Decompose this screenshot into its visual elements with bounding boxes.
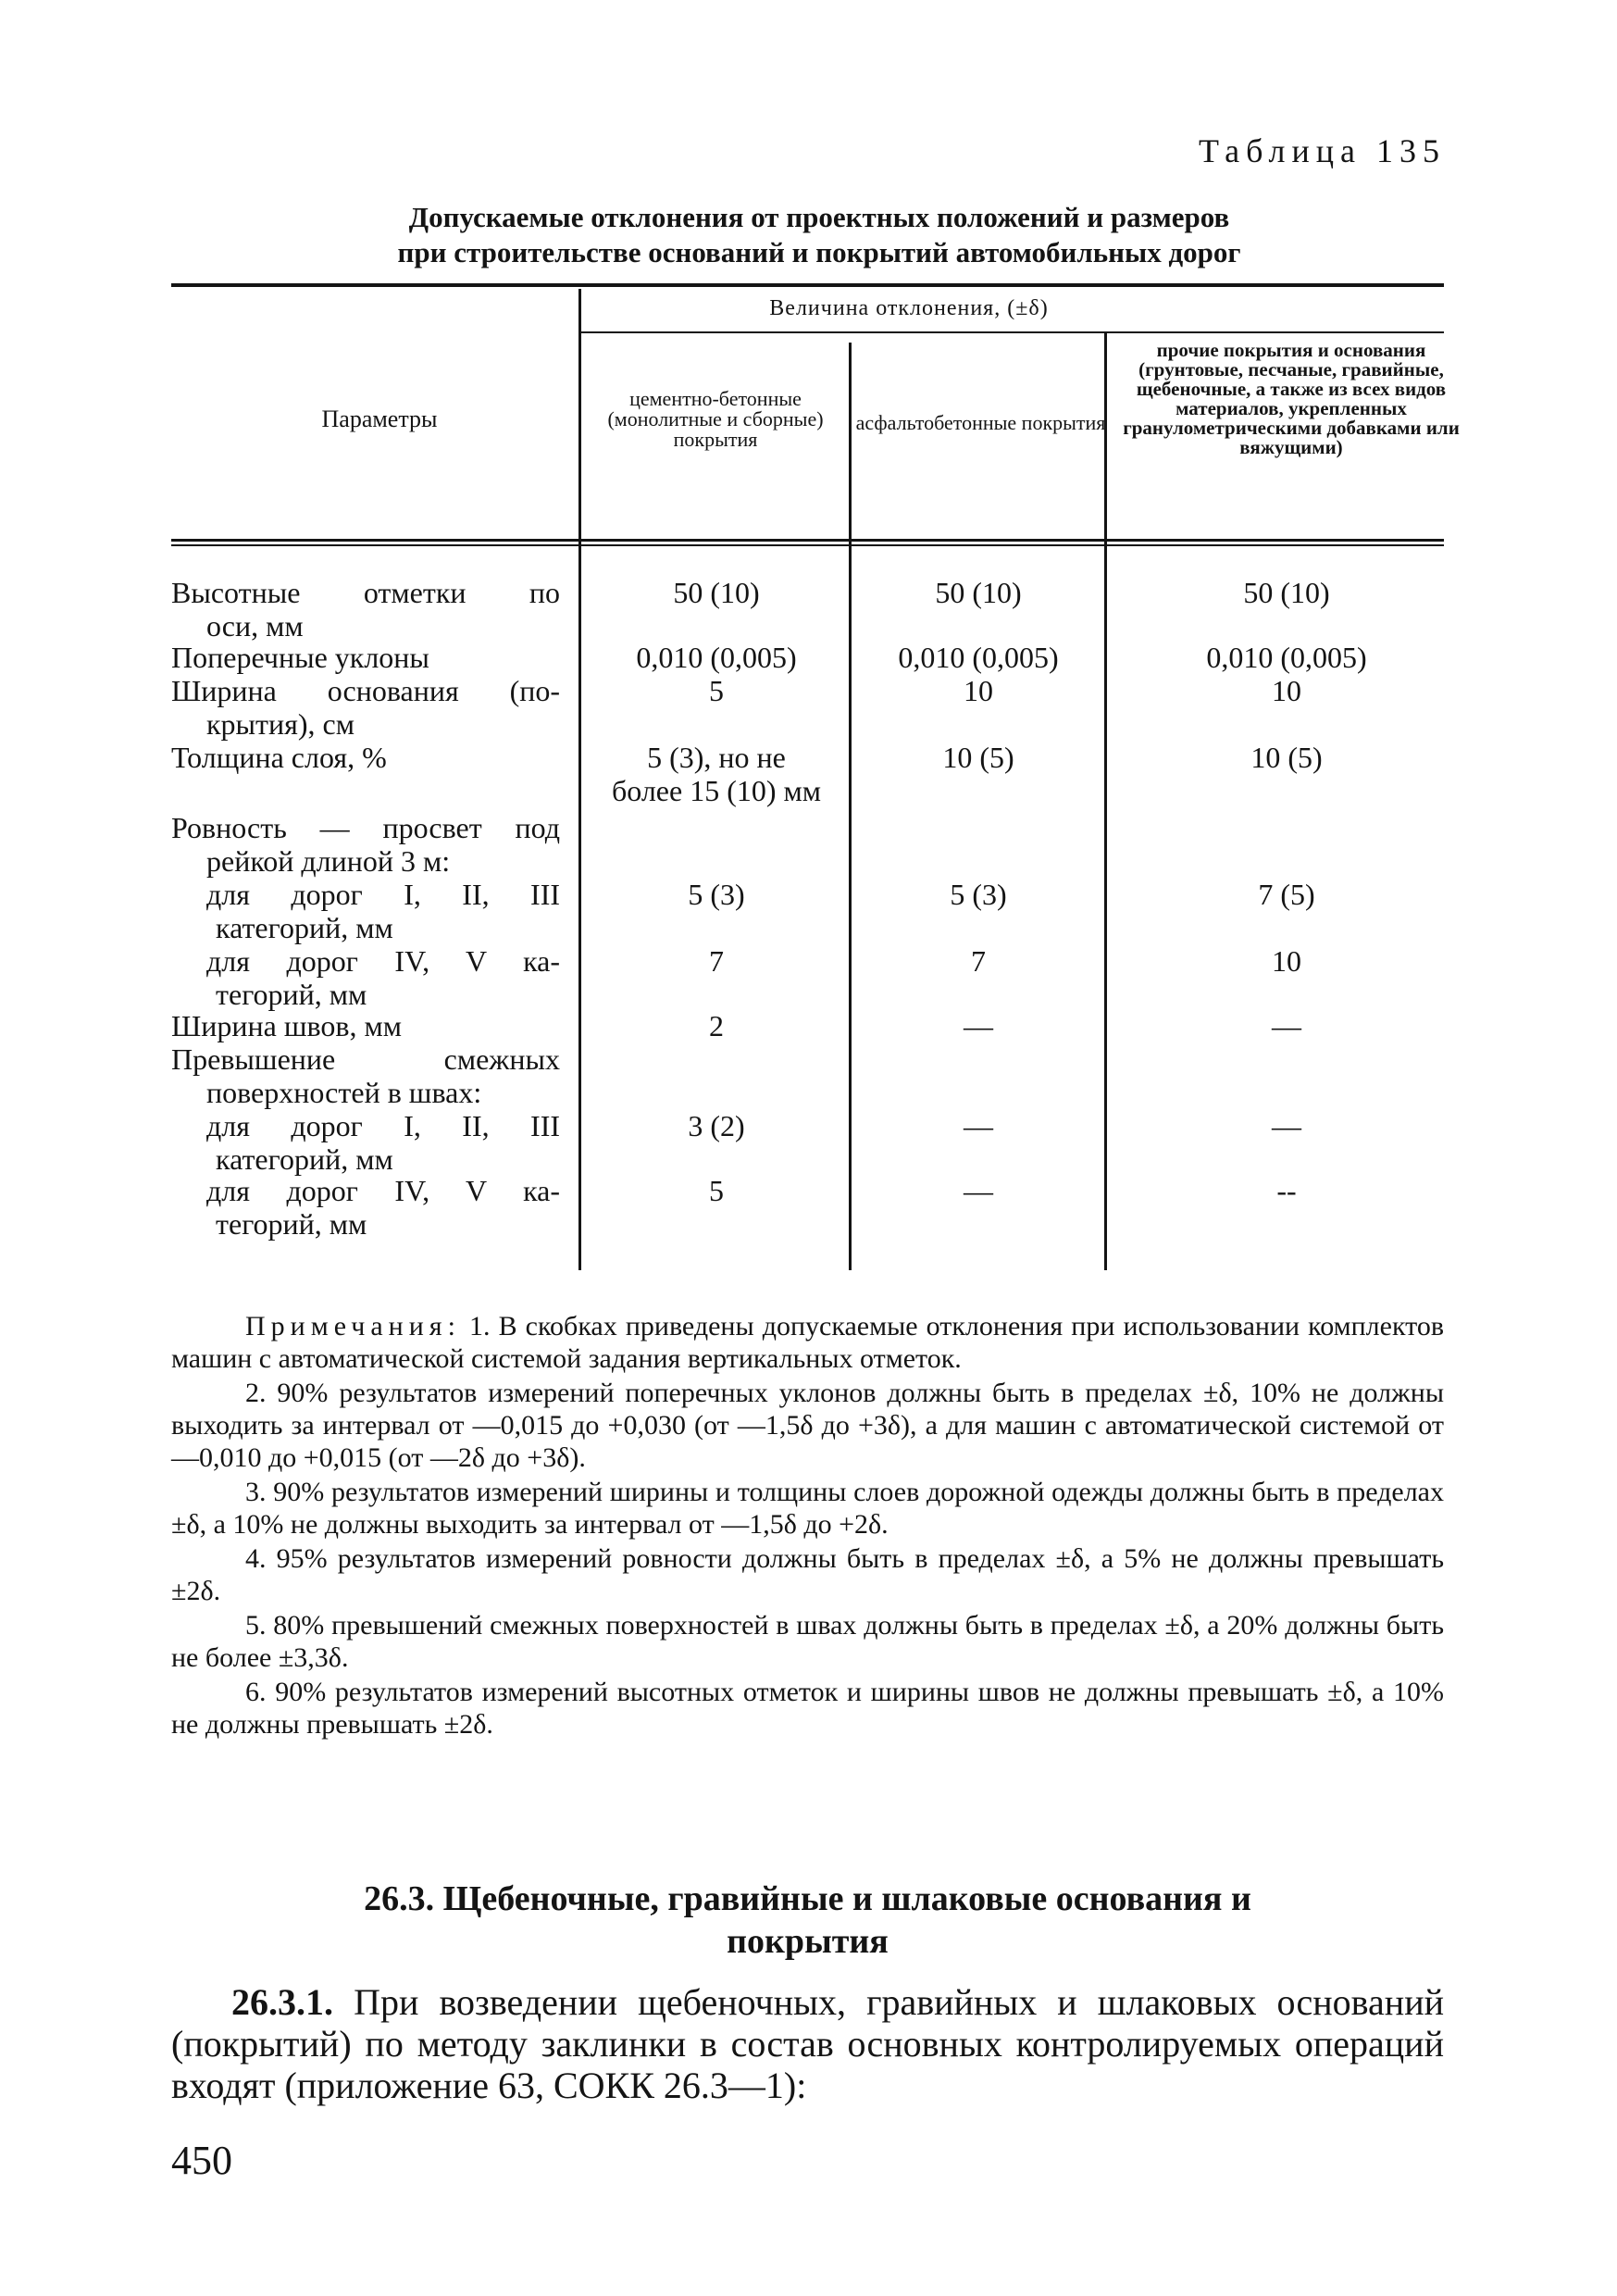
cell-col1: 50 (10): [673, 576, 760, 609]
param-line: Высотные отметки по: [171, 576, 560, 609]
note-1-text: 1. В скобках приведены допускаемые отклонения при использовании комплектов машин с автоматической системой задания вертикальных отметок.: [171, 1311, 1445, 1374]
param-line: Поперечные уклоны: [171, 641, 429, 674]
cell-col1: [587, 741, 846, 807]
row-param: [171, 1042, 560, 1109]
cell-col2: —: [964, 1174, 993, 1207]
param-line: для дорог I, II, III: [206, 1109, 560, 1142]
row-param: [171, 811, 560, 878]
cell-col2: —: [964, 1009, 993, 1042]
param-line: для дорог I, II, III: [206, 878, 560, 911]
paragraph-text: При возведении щебеночных, гравийных и шлаковых оснований (покрытий) по методу заклинки в состав основных контролируемых операций входят (приложение 63, СОКК 26.3—1):: [171, 1981, 1445, 2106]
cell-col2: —: [964, 1109, 993, 1142]
cell-col1: 5: [709, 674, 724, 707]
header-parameters: Параметры: [321, 406, 438, 432]
param-line: категорий, мм: [216, 911, 393, 944]
row-param: [171, 878, 560, 944]
cell-col3: 10 (5): [1250, 741, 1323, 774]
header-deviation: Величина отклонения, (±δ): [769, 296, 1049, 320]
param-line: Ровность — просвет под: [171, 811, 560, 844]
cell-col2: 7: [971, 944, 986, 978]
cell-col1-line2: более 15 (10) мм: [611, 774, 822, 807]
cell-col1: 5: [709, 1174, 724, 1207]
cell-col1: 5 (3): [688, 878, 745, 911]
table-caption-line2: при строительстве оснований и покрытий автомобильных дорог: [397, 236, 1241, 268]
cell-col2: 0,010 (0,005): [898, 641, 1059, 674]
row-param: [171, 674, 560, 741]
cell-col1: 3 (2): [688, 1109, 745, 1142]
table-notes: [171, 1310, 1444, 1742]
table-caption-line1: Допускаемые отклонения от проектных положений и размеров: [408, 201, 1230, 233]
column-divider-3: [1104, 333, 1107, 1270]
param-line: Ширина швов, мм: [171, 1009, 402, 1042]
section-heading-line1: 26.3. Щебеночные, гравийные и шлаковые основания и: [364, 1879, 1251, 1918]
row-param: [171, 1174, 560, 1241]
param-line: Ширина основания (по-: [171, 674, 560, 707]
cell-col2: 50 (10): [935, 576, 1022, 609]
header-bottom-rule: [171, 539, 1444, 542]
page-number: 450: [171, 2138, 232, 2183]
body-paragraph: [171, 1981, 1444, 2106]
cell-col2: 10: [964, 674, 993, 707]
header-col2: асфальтобетонные покрытия: [855, 411, 1106, 434]
param-line: рейкой длиной 3 м:: [206, 844, 451, 878]
param-line: тегорий, мм: [216, 1207, 367, 1241]
table-top-rule: [171, 283, 1444, 287]
note-4: 4. 95% результатов измерений ровности должны быть в пределах ±δ, а 5% не должны превышать ±2δ.: [171, 1543, 1444, 1606]
row-param: [171, 1009, 560, 1042]
cell-col3: —: [1272, 1109, 1301, 1142]
param-line: оси, мм: [206, 609, 304, 643]
header-bottom-rule-2: [171, 544, 1444, 546]
cell-col3: 50 (10): [1243, 576, 1330, 609]
cell-col1: 7: [709, 944, 724, 978]
paragraph-number: 26.3.1.: [231, 1981, 333, 2023]
column-divider-2: [849, 343, 852, 1270]
row-param: [171, 576, 560, 643]
param-line: для дорог IV, V ка-: [206, 1174, 560, 1207]
param-line: категорий, мм: [216, 1142, 393, 1176]
cell-col1: 0,010 (0,005): [636, 641, 797, 674]
param-line: Превышение смежных: [171, 1042, 560, 1076]
cell-col2: 10 (5): [942, 741, 1014, 774]
section-heading: [250, 1878, 1365, 1963]
table-caption: [296, 200, 1342, 270]
notes-lead: Примечания:: [245, 1311, 461, 1341]
note-3: 3. 90% результатов измерений ширины и толщины слоев дорожной одежды должны быть в пределах ±δ, а 10% не должны выходить за интервал от —1,5δ до +2δ.: [171, 1477, 1444, 1540]
note-5: 5. 80% превышений смежных поверхностей в швах должны быть в пределах ±δ, а 20% должны быть не более ±3,3δ.: [171, 1610, 1444, 1673]
param-line: крытия), см: [206, 707, 354, 741]
row-param: [171, 944, 560, 1011]
cell-col3: --: [1276, 1174, 1297, 1207]
note-1: [171, 1310, 1444, 1375]
cell-col1: 2: [709, 1009, 724, 1042]
cell-col3: 0,010 (0,005): [1206, 641, 1367, 674]
param-line: для дорог IV, V ка-: [206, 944, 560, 978]
header-col3: прочие покрытия и основания (грунтовые, песчаные, гравийные, щебеночные, а также из всех видов материалов, укрепленных гранулометрическими добавками или вяжущими): [1123, 339, 1460, 458]
table-number: Таблица 135: [1199, 132, 1446, 169]
row-param: [171, 741, 560, 774]
note-6: 6. 90% результатов измерений высотных отметок и ширины швов не должны превышать ±δ, а 10% не должны превышать ±2δ.: [171, 1677, 1444, 1740]
header-sub-rule: [581, 331, 1444, 333]
cell-col3: 7 (5): [1258, 878, 1315, 911]
cell-col2: 5 (3): [950, 878, 1007, 911]
cell-col1-line1: 5 (3), но не: [647, 741, 786, 774]
row-param: [171, 641, 560, 674]
section-heading-line2: покрытия: [727, 1922, 889, 1961]
param-line: поверхностей в швах:: [206, 1076, 482, 1109]
cell-col3: —: [1272, 1009, 1301, 1042]
cell-col3: 10: [1272, 944, 1301, 978]
header-col1: цементно-бетонные (монолитные и сборные) покрытия: [607, 387, 824, 451]
note-2: 2. 90% результатов измерений поперечных уклонов должны быть в пределах ±δ, 10% не должны выходить за интервал от —0,015 до +0,030 (от —1,5δ до +3δ), а для машин с автоматической системой от —0,010 до +0,015 (от —2δ до +3δ).: [171, 1378, 1444, 1473]
param-line: тегорий, мм: [216, 978, 367, 1011]
row-param: [171, 1109, 560, 1176]
param-line: Толщина слоя, %: [171, 741, 387, 774]
cell-col3: 10: [1272, 674, 1301, 707]
